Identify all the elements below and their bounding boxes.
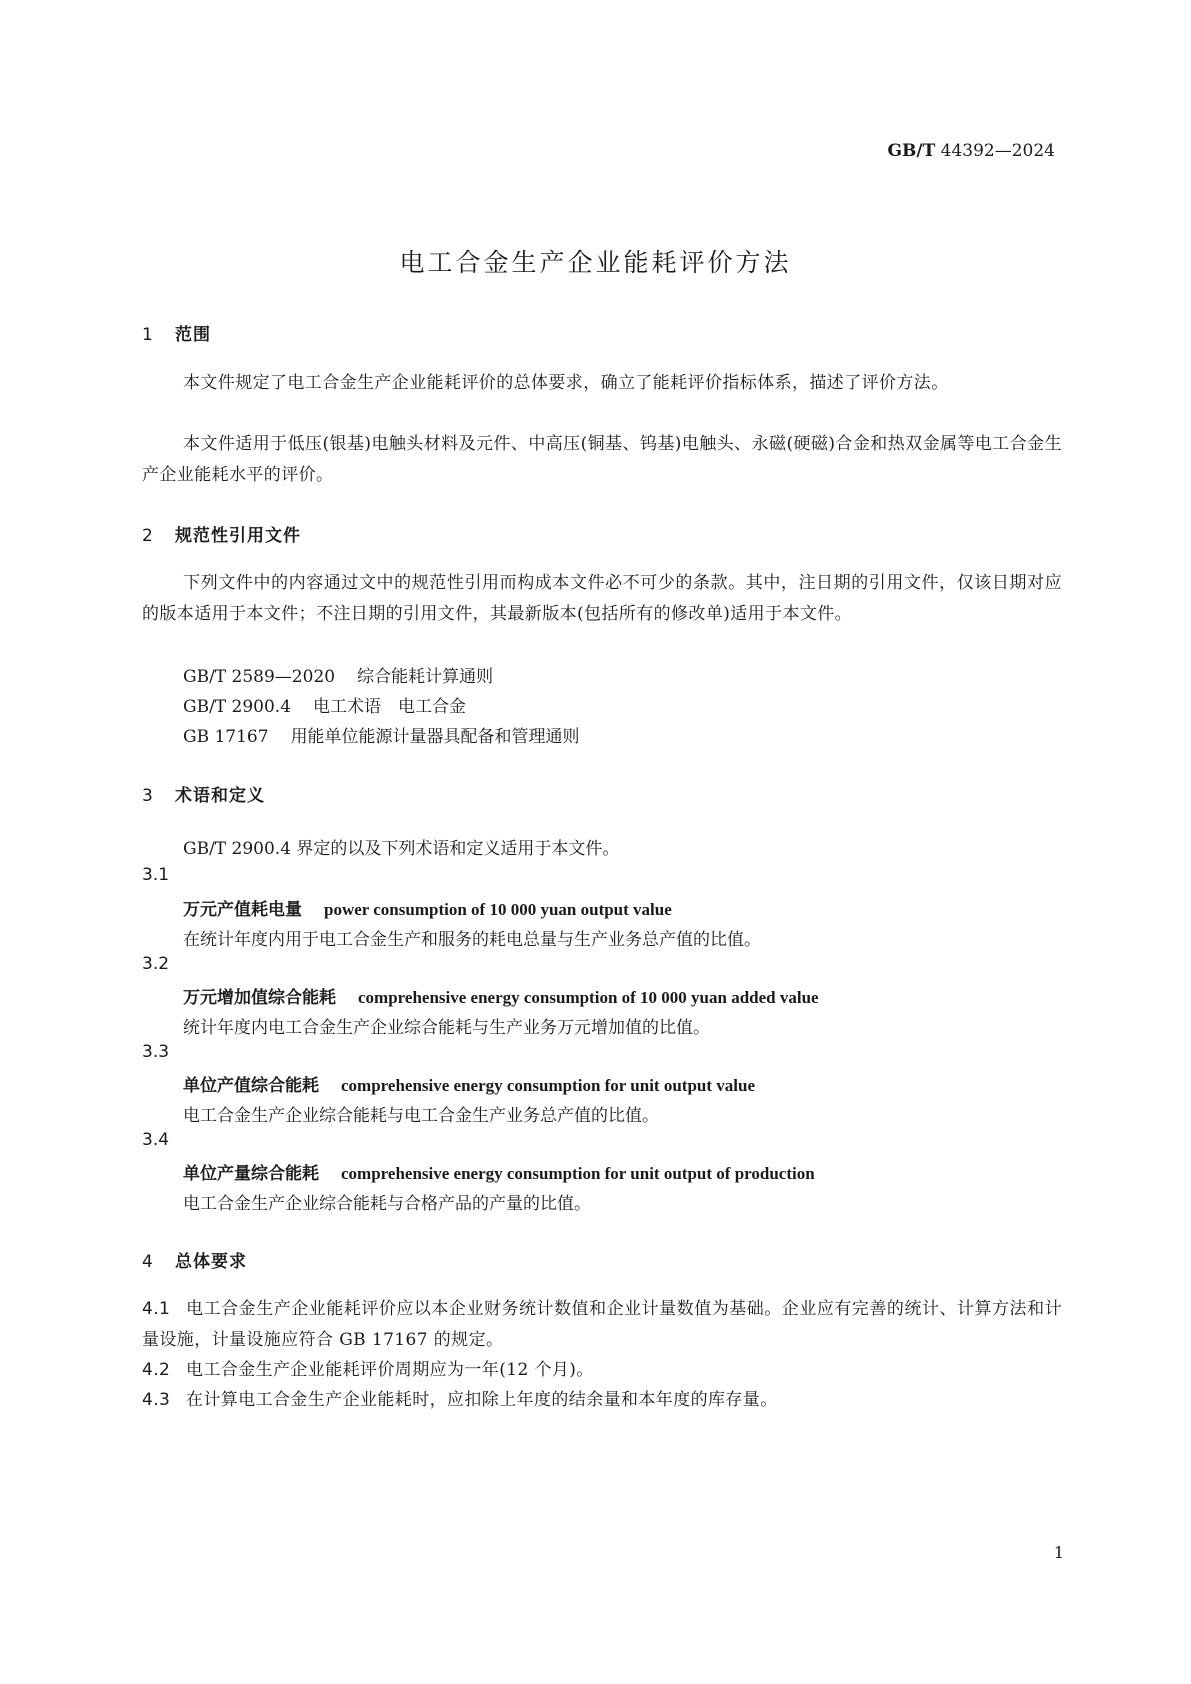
section-2-paragraph-1 xyxy=(142,568,1062,629)
section-number: 4 xyxy=(142,1252,154,1272)
term-definition: 电工合金生产企业综合能耗与合格产品的产量的比值。 xyxy=(183,1194,591,1214)
reference-code: GB 17167 xyxy=(183,727,269,747)
term-title xyxy=(183,895,672,920)
term-en: power consumption of 10 000 yuan output value xyxy=(324,900,672,919)
section-number: 2 xyxy=(142,526,154,546)
term-zh: 单位产量综合能耗 xyxy=(183,1164,319,1184)
paragraph-text: 本文件适用于低压(银基)电触头材料及元件、中高压(铜基、钨基)电触头、永磁(硬磁)合金和热双金属等电工合金生产企业能耗水平的评价。 xyxy=(142,434,1062,485)
document-title: 电工合金生产企业能耗评价方法 xyxy=(399,248,792,277)
section-1-paragraph-1 xyxy=(142,368,1062,399)
section-title: 范围 xyxy=(175,325,211,345)
requirement-text: 在计算电工合金生产企业能耗时，应扣除上年度的结余量和本年度的库存量。 xyxy=(186,1390,778,1410)
term-zh: 万元产值耗电量 xyxy=(183,900,302,920)
requirement-text: 电工合金生产企业能耗评价周期应为一年(12 个月)。 xyxy=(186,1360,594,1380)
paragraph-text: 下列文件中的内容通过文中的规范性引用而构成本文件必不可少的条款。其中，注日期的引用文件，仅该日期对应的版本适用于本文件；不注日期的引用文件，其最新版本(包括所有的修改单)适用于本文件。 xyxy=(142,573,1062,624)
term-title xyxy=(183,1071,755,1096)
term-definition: 电工合金生产企业综合能耗与电工合金生产业务总产值的比值。 xyxy=(183,1106,659,1126)
term-title xyxy=(183,1159,815,1184)
reference-name: 电工术语 电工合金 xyxy=(313,697,467,717)
section-number: 3 xyxy=(142,786,154,806)
term-definition: 统计年度内电工合金生产企业综合能耗与生产业务万元增加值的比值。 xyxy=(183,1018,710,1038)
reference-item xyxy=(183,662,493,687)
requirement-text: 电工合金生产企业能耗评价应以本企业财务统计数值和企业计量数值为基础。企业应有完善的统计、计算方法和计量设施，计量设施应符合 GB 17167 的规定。 xyxy=(142,1299,1062,1350)
section-title: 规范性引用文件 xyxy=(175,526,301,546)
term-en: comprehensive energy consumption of 10 000 yuan added value xyxy=(358,988,819,1007)
term-number: 3.1 xyxy=(142,865,170,885)
term-title xyxy=(183,983,819,1008)
doc-number-value: 44392—2024 xyxy=(940,141,1055,161)
paragraph-text: 本文件规定了电工合金生产企业能耗评价的总体要求，确立了能耗评价指标体系，描述了评价方法。 xyxy=(183,373,949,393)
section-2-heading xyxy=(142,521,301,546)
section-1-heading xyxy=(142,320,211,345)
requirement-item xyxy=(142,1355,1062,1386)
reference-item xyxy=(183,692,466,717)
section-3-intro: GB/T 2900.4 界定的以及下列术语和定义适用于本文件。 xyxy=(183,839,620,859)
section-number: 1 xyxy=(142,325,154,345)
requirement-item xyxy=(142,1294,1062,1356)
doc-prefix: GB/T xyxy=(887,141,936,161)
term-number: 3.2 xyxy=(142,954,170,974)
term-zh: 单位产值综合能耗 xyxy=(183,1076,319,1096)
requirement-number: 4.3 xyxy=(142,1390,171,1410)
section-title: 总体要求 xyxy=(175,1252,247,1272)
reference-name: 用能单位能源计量器具配备和管理通则 xyxy=(290,727,580,747)
requirement-number: 4.1 xyxy=(142,1299,171,1319)
section-1-paragraph-2 xyxy=(142,429,1062,490)
section-title: 术语和定义 xyxy=(175,786,265,806)
requirement-number: 4.2 xyxy=(142,1360,171,1380)
page-number: 1 xyxy=(1053,1543,1064,1562)
reference-code: GB/T 2900.4 xyxy=(183,697,292,717)
requirement-item xyxy=(142,1385,1062,1416)
term-number: 3.4 xyxy=(142,1130,170,1150)
section-3-heading xyxy=(142,781,265,806)
section-4-heading xyxy=(142,1247,247,1272)
term-number: 3.3 xyxy=(142,1042,170,1062)
term-zh: 万元增加值综合能耗 xyxy=(183,988,336,1008)
reference-code: GB/T 2589—2020 xyxy=(183,667,336,687)
term-en: comprehensive energy consumption for unit output of production xyxy=(341,1164,815,1183)
document-number xyxy=(888,141,1056,161)
term-definition: 在统计年度内用于电工合金生产和服务的耗电总量与生产业务总产值的比值。 xyxy=(183,930,761,950)
reference-item xyxy=(183,722,580,747)
reference-name: 综合能耗计算通则 xyxy=(357,667,494,687)
term-en: comprehensive energy consumption for unit output value xyxy=(341,1076,756,1095)
